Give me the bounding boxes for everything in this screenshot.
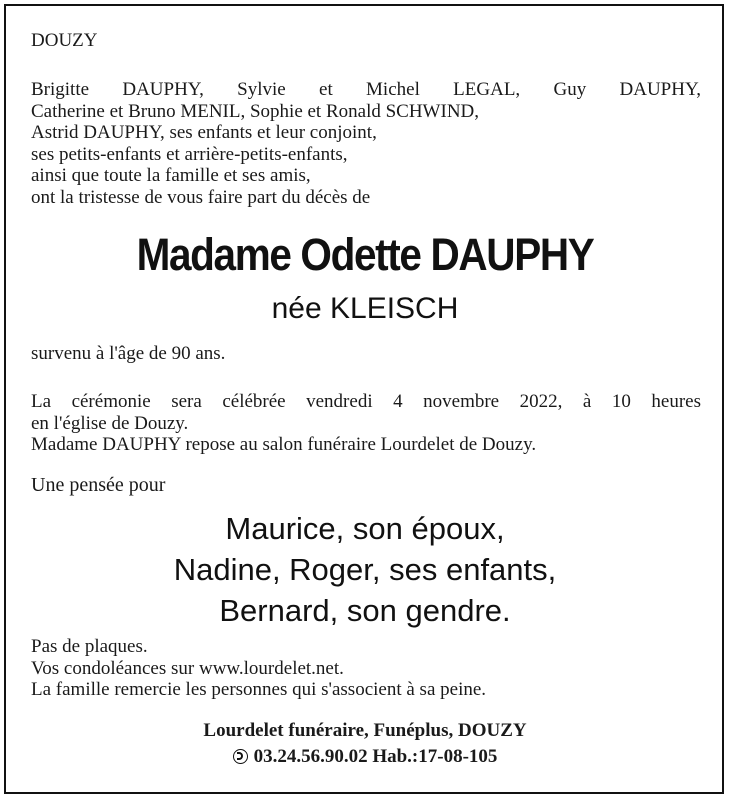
family-announcement (31, 79, 701, 209)
family-line: ainsi que toute la famille et ses amis, (31, 165, 311, 187)
family-line: Catherine et Bruno MENIL, Sophie et Ronald SCHWIND, (31, 100, 480, 122)
thought-intro: Une pensée pour (31, 474, 166, 496)
deceased-name: Madame Odette DAUPHY (136, 229, 594, 280)
ceremony-line: Madame DAUPHY repose au salon funéraire Lourdelet de Douzy. (31, 434, 537, 456)
family-line: ont la tristesse de vous faire part du décès de (31, 186, 371, 208)
family-line: Astrid DAUPHY, ses enfants et leur conjoint, (31, 122, 377, 144)
ceremony-line: La cérémonie sera célébrée vendredi 4 novembre 2022, à 10 heures (31, 391, 701, 412)
closing-line: Vos condoléances sur www.lourdelet.net. (31, 657, 344, 679)
contact-line (0, 744, 730, 770)
ceremony-line: en l'église de Douzy. (31, 412, 189, 434)
ceremony-details (31, 391, 701, 456)
funeral-home-name: Lourdelet funéraire, Funéplus, DOUZY (203, 720, 527, 741)
closing-notes (31, 636, 486, 701)
loved-one-line: Bernard, son gendre. (219, 593, 511, 628)
funeral-home-footer (0, 718, 730, 770)
loved-one-line: Maurice, son époux, (225, 511, 505, 546)
family-line: ses petits-enfants et arrière-petits-enfants, (31, 143, 348, 165)
loved-one-line: Nadine, Roger, ses enfants, (173, 552, 557, 587)
closing-line: La famille remercie les personnes qui s'associent à sa peine. (31, 679, 487, 701)
contact-numbers: 03.24.56.90.02 Hab.:17-08-105 (253, 746, 498, 767)
phone-icon (233, 749, 248, 764)
family-line: Brigitte DAUPHY, Sylvie et Michel LEGAL, Guy DAUPHY, (31, 79, 701, 100)
age-line: survenu à l'âge de 90 ans. (31, 343, 226, 364)
loved-ones (0, 508, 730, 631)
maiden-name: née KLEISCH (271, 292, 459, 325)
closing-line: Pas de plaques. (31, 636, 148, 657)
town-heading: DOUZY (31, 30, 98, 51)
